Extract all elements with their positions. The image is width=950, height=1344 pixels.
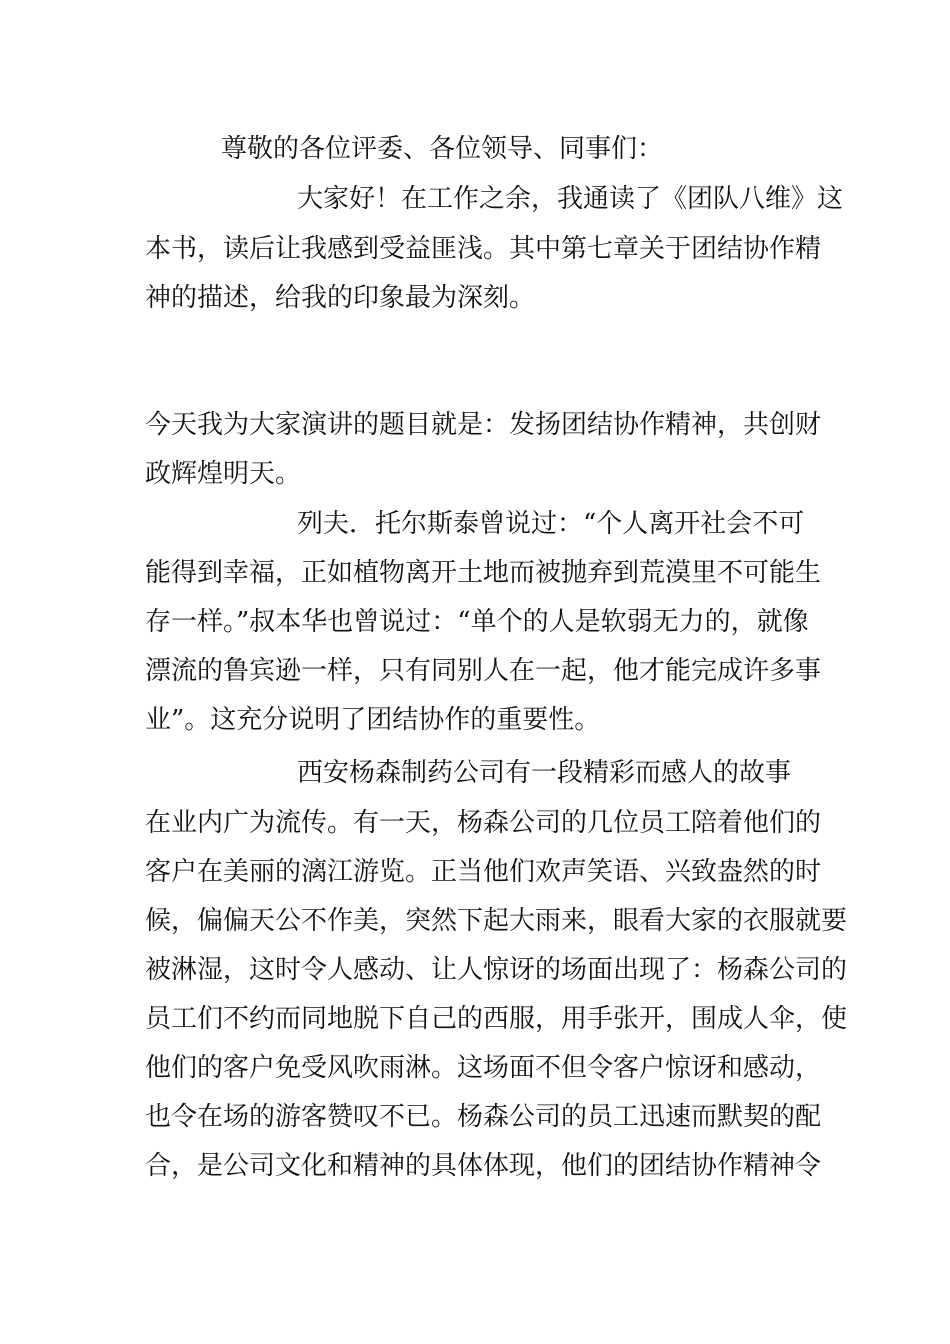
paragraph-4-line-2: 在业内广为流传。有一天，杨森公司的几位员工陪着他们的 — [145, 808, 822, 838]
paragraph-3-line-4: 漂流的鲁宾逊一样，只有同别人在一起，他才能完成许多事 — [145, 656, 822, 686]
paragraph-3-line-3: 存一样。”叔本华也曾说过：“单个的人是软弱无力的，就像 — [145, 607, 809, 637]
paragraph-2-line-2: 政辉煌明天。 — [145, 459, 302, 489]
paragraph-4-line-3: 客户在美丽的漓江游览。正当他们欢声笑语、兴致盎然的时 — [145, 857, 822, 887]
paragraph-1-line-2: 本书，读后让我感到受益匪浅。其中第七章关于团结协作精 — [145, 234, 822, 264]
paragraph-1-line-3: 神的描述，给我的印象最为深刻。 — [145, 283, 536, 313]
salutation: 尊敬的各位评委、各位领导、同事们： — [221, 134, 664, 164]
paragraph-4-line-7: 他们的客户免受风吹雨淋。这场面不但令客户惊讶和感动， — [145, 1053, 822, 1083]
paragraph-3-line-5: 业”。这充分说明了团结协作的重要性。 — [145, 705, 601, 735]
paragraph-4-line-9: 合，是公司文化和精神的具体体现，他们的团结协作精神令 — [145, 1151, 822, 1181]
paragraph-4-line-5: 被淋湿，这时令人感动、让人惊讶的场面出现了：杨森公司的 — [145, 955, 848, 985]
paragraph-4-line-4: 候，偏偏天公不作美，突然下起大雨来，眼看大家的衣服就要 — [145, 906, 848, 936]
paragraph-3-line-1: 列夫．托尔斯泰曾说过：“个人离开社会不可 — [297, 509, 805, 539]
paragraph-4-line-8: 也令在场的游客赞叹不已。杨森公司的员工迅速而默契的配 — [145, 1102, 822, 1132]
paragraph-4-line-6: 员工们不约而同地脱下自己的西服，用手张开，围成人伞，使 — [145, 1004, 848, 1034]
paragraph-1-line-1: 大家好！在工作之余，我通读了《团队八维》这 — [297, 184, 844, 214]
paragraph-4-line-1: 西安杨森制药公司有一段精彩而感人的故事 — [297, 758, 792, 788]
paragraph-3-line-2: 能得到幸福，正如植物离开土地而被抛弃到荒漠里不可能生 — [145, 558, 822, 588]
paragraph-2-line-1: 今天我为大家演讲的题目就是：发扬团结协作精神，共创财 — [145, 410, 822, 440]
